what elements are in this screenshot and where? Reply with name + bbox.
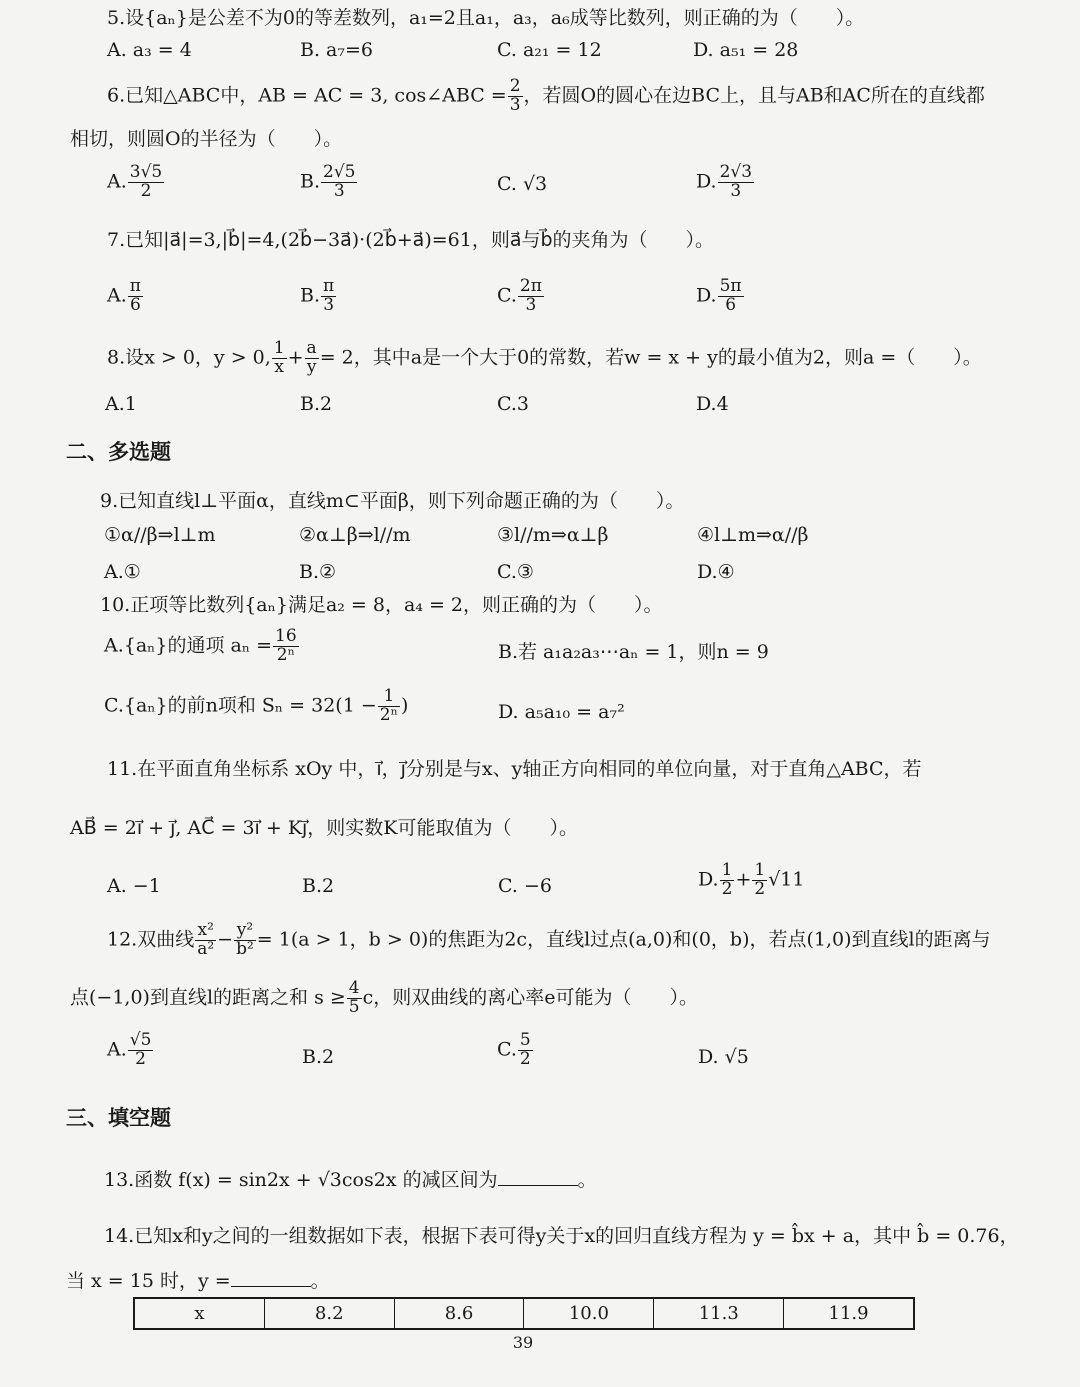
- table-cell: 8.2: [264, 1299, 394, 1328]
- q9-option-d: D.④: [697, 561, 735, 583]
- table-cell: 11.3: [653, 1299, 783, 1328]
- q12-option-d: D. √5: [698, 1046, 749, 1068]
- q11-d-n2: 1: [754, 860, 766, 880]
- q11-d-d2: 2: [754, 878, 766, 899]
- q8-f2-den: y: [306, 356, 317, 377]
- q7-d-label: D.: [696, 284, 717, 307]
- q12-stem: [107, 922, 991, 959]
- q6-cos-den: 3: [509, 94, 521, 115]
- q11-option-d: [698, 862, 804, 899]
- q6-cos-num: 2: [509, 76, 521, 96]
- q8-f2-num: a: [306, 338, 317, 358]
- q7-option-a: [107, 278, 144, 315]
- q12-y-fraction: [234, 922, 256, 959]
- q8-stem: [107, 340, 982, 377]
- q6-option-d: [696, 164, 755, 201]
- q6-option-a: [107, 164, 165, 201]
- q12-a-den: 2: [135, 1048, 146, 1069]
- q5-option-b: B. a₇=6: [300, 39, 373, 61]
- q7-c-num: 2π: [519, 276, 542, 296]
- q9-proposition-1: ①α//β⇒l⊥m: [104, 524, 216, 546]
- q6-d-fraction: [718, 164, 754, 201]
- q7-d-fraction: [718, 278, 744, 315]
- q12-y-den: b²: [236, 938, 254, 959]
- table-cell: 11.9: [783, 1299, 913, 1328]
- q11-d-label: D.: [698, 868, 719, 891]
- q8-frac-1: [272, 340, 287, 377]
- q5-option-d: D. a₅₁ = 28: [693, 39, 799, 61]
- q6-cos-fraction: [508, 78, 523, 115]
- q7-option-c: [497, 278, 545, 315]
- q12-stem-cont: [70, 980, 698, 1017]
- q6-stem: [107, 78, 985, 115]
- q8-plus: +: [287, 346, 304, 369]
- q9-stem: 9.已知直线l⊥平面α，直线m⊂平面β，则下列命题正确的为（ ）。: [100, 490, 685, 512]
- q12-x-num: x²: [195, 922, 216, 941]
- q6-b-label: B.: [300, 170, 321, 193]
- q5-stem: 5.设{aₙ}是公差不为0的等差数列，a₁=2且a₁，a₃，a₆成等比数列，则正确的为（ ）。: [107, 7, 865, 29]
- q12-stem-post: = 1(a > 1，b > 0)的焦距为2c，直线l过点(a,0)和(0，b)，若点(1,0)到直线l的距离与: [256, 928, 991, 951]
- q10-a-fraction: [273, 628, 299, 665]
- q7-c-fraction: [518, 278, 544, 315]
- q12-y-num: y²: [234, 922, 256, 941]
- q8-stem-post: = 2，其中a是一个大于0的常数，若w = x + y的最小值为2，则a =（ ）。: [319, 346, 982, 369]
- q7-c-label: C.: [497, 284, 517, 307]
- table-cell: 10.0: [523, 1299, 653, 1328]
- q8-option-c: C.3: [497, 393, 529, 415]
- q6-d-label: D.: [696, 170, 717, 193]
- q12-option-a: [107, 1032, 154, 1069]
- q11-d-root: √11: [768, 868, 805, 891]
- q12-stem-pre: 12.双曲线: [107, 928, 195, 951]
- q6-stem-pre: 6.已知△ABC中，AB = AC = 3, cos∠ABC =: [107, 84, 507, 107]
- q8-option-a: A.1: [105, 393, 137, 415]
- q10-option-c: [104, 688, 408, 725]
- q6-a-label: A.: [107, 170, 127, 193]
- q10-c-pre: C.{aₙ}的前n项和 Sₙ = 32(1 −: [104, 694, 377, 717]
- q7-a-den: 6: [129, 294, 141, 315]
- q11-d-plus: +: [735, 868, 752, 891]
- q6-b-num: 2√5: [323, 162, 356, 182]
- q9-option-a: A.①: [104, 561, 141, 583]
- q6-b-den: 3: [333, 180, 345, 201]
- q13-answer-blank[interactable]: [498, 1167, 578, 1186]
- q14-cont-pre: 当 x = 15 时，y =: [66, 1270, 231, 1292]
- q12-c-fraction: [518, 1032, 533, 1069]
- q8-option-d: D.4: [696, 393, 729, 415]
- q6-option-c: C. √3: [497, 173, 548, 195]
- q5-option-c: C. a₂₁ = 12: [497, 39, 602, 61]
- q9-proposition-2: ②α⊥β⇒l//m: [299, 524, 411, 546]
- section-heading-fill-in: 三、填空题: [66, 1106, 171, 1130]
- q11-option-a: A. −1: [107, 875, 161, 897]
- q11-option-b: B.2: [302, 875, 335, 897]
- q10-c-den: 2ⁿ: [379, 704, 398, 725]
- q12-minus: −: [217, 928, 234, 951]
- q9-option-c: C.③: [497, 561, 534, 583]
- q11-d-d1: 2: [721, 878, 733, 899]
- q12-c-den: 2: [519, 1048, 531, 1069]
- table-cell: 8.6: [394, 1299, 524, 1328]
- q12-cont-post: c，则双曲线的离心率e可能为（ ）。: [362, 986, 699, 1009]
- q12-a-fraction: [128, 1032, 154, 1069]
- q10-c-post: ): [400, 694, 409, 717]
- q7-c-den: 3: [525, 294, 537, 315]
- q13-stem-post: 。: [577, 1169, 597, 1191]
- q14-stem: 14.已知x和y之间的一组数据如下表，根据下表可得y关于x的回归直线方程为 y = b̂x + a，其中 b̂ = 0.76，: [104, 1225, 1019, 1247]
- q7-a-num: π: [129, 276, 141, 296]
- q10-stem: 10.正项等比数列{aₙ}满足a₂ = 8，a₄ = 2，则正确的为（ ）。: [100, 594, 663, 616]
- q7-d-den: 6: [725, 294, 737, 315]
- q7-option-d: [696, 278, 745, 315]
- q6-b-fraction: [321, 164, 357, 201]
- q7-b-label: B.: [300, 284, 321, 307]
- q8-option-b: B.2: [300, 393, 333, 415]
- q10-option-a: [104, 628, 300, 665]
- q8-frac-2: [305, 340, 319, 377]
- q6-d-den: 3: [730, 180, 742, 201]
- q7-option-b: [300, 278, 337, 315]
- q14-stem-cont: [66, 1268, 330, 1293]
- q14-cont-post: 。: [310, 1270, 330, 1292]
- q12-x-fraction: [195, 922, 216, 959]
- q12-c-label: C.: [497, 1038, 517, 1061]
- q8-f1-num: 1: [273, 338, 285, 358]
- q13-stem-pre: 13.函数 f(x) = sin2x + √3cos2x 的减区间为: [104, 1169, 498, 1191]
- q8-f1-den: x: [274, 356, 284, 377]
- q8-stem-pre: 8.设x > 0，y > 0,: [107, 346, 271, 369]
- q10-c-num: 1: [378, 688, 400, 707]
- q6-option-b: [300, 164, 358, 201]
- q12-c-num: 5: [519, 1030, 531, 1050]
- q14-answer-blank[interactable]: [231, 1268, 311, 1287]
- q6-a-fraction: [128, 164, 164, 201]
- q5-option-a: A. a₃ = 4: [107, 39, 192, 61]
- q12-cont-num: 4: [348, 978, 360, 998]
- q11-option-c: C. −6: [498, 875, 552, 897]
- q11-d-n1: 1: [721, 860, 733, 880]
- q6-a-den: 2: [140, 180, 152, 201]
- page-number: 39: [512, 1333, 534, 1352]
- q7-d-num: 5π: [719, 276, 742, 296]
- q12-option-c: [497, 1032, 534, 1069]
- q12-option-b: B.2: [302, 1046, 335, 1068]
- section-heading-multiple-choice: 二、多选题: [66, 440, 171, 464]
- q11-stem: 11.在平面直角坐标系 xOy 中，i⃗，j⃗分别是与x、y轴正方向相同的单位向量，对于直角△ABC，若: [107, 758, 922, 780]
- table-cell-header: x: [194, 1303, 205, 1324]
- q12-x-den: a²: [197, 938, 215, 959]
- q12-a-num: √5: [129, 1030, 152, 1050]
- q11-d-fraction-1: [720, 862, 735, 899]
- q12-a-label: A.: [107, 1038, 127, 1061]
- q6-stem-cont: 相切，则圆O的半径为（ ）。: [70, 128, 343, 150]
- q13-stem: [104, 1167, 597, 1192]
- q6-stem-post: ，若圆O的圆心在边BC上，且与AB和AC所在的直线都: [523, 84, 985, 107]
- q7-stem: 7.已知|a⃗|=3,|b⃗|=4,(2b⃗−3a⃗)·(2b⃗+a⃗)=61，则a⃗与b⃗的夹角为（ ）。: [107, 229, 715, 251]
- q10-option-b: B.若 a₁a₂a₃⋯aₙ = 1，则n = 9: [498, 641, 769, 663]
- q10-a-pre: A.{aₙ}的通项 aₙ =: [104, 634, 273, 657]
- q12-cont-pre: 点(−1,0)到直线l的距离之和 s ≥: [70, 986, 346, 1009]
- q9-proposition-3: ③l//m⇒α⊥β: [497, 524, 609, 546]
- q10-a-num: 16: [275, 626, 297, 646]
- q7-a-label: A.: [107, 284, 127, 307]
- q12-cont-fraction: [347, 980, 362, 1017]
- q9-proposition-4: ④l⊥m⇒α//β: [697, 524, 809, 546]
- q7-b-num: π: [323, 276, 335, 296]
- q7-a-fraction: [128, 278, 143, 315]
- q7-b-den: 3: [323, 294, 335, 315]
- q12-cont-den: 5: [348, 996, 360, 1017]
- q6-d-num: 2√3: [719, 162, 753, 182]
- q6-a-num: 3√5: [129, 162, 163, 182]
- q11-d-fraction-2: [752, 862, 767, 899]
- q10-a-den: 2ⁿ: [276, 644, 295, 665]
- q14-data-table: [133, 1297, 915, 1330]
- q7-b-fraction: [321, 278, 336, 315]
- q9-option-b: B.②: [299, 561, 337, 583]
- q10-option-d: D. a₅a₁₀ = a₇²: [498, 701, 625, 723]
- q10-c-fraction: [378, 688, 400, 725]
- q11-stem-cont: AB⃗ = 2i⃗ + j⃗, AC⃗ = 3i⃗ + Kj⃗，则实数K可能取值为（ ）。: [70, 817, 579, 839]
